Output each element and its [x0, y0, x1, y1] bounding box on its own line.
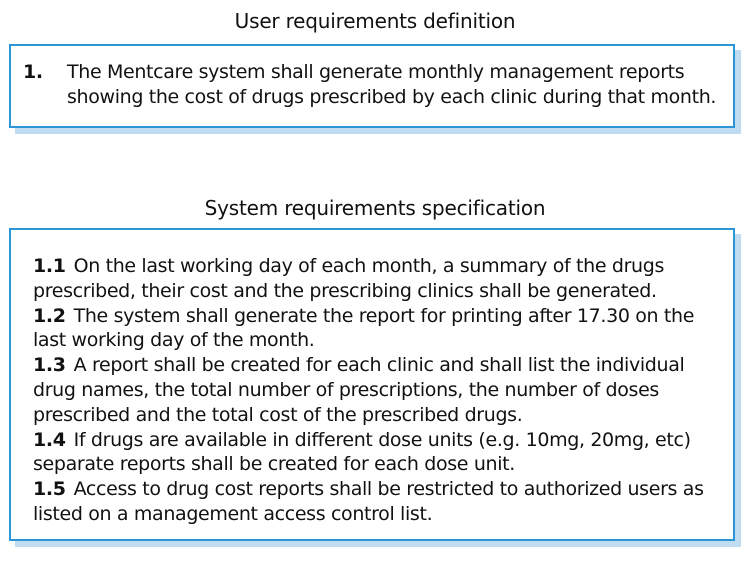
user-requirement	[23, 60, 723, 110]
system-requirement-1-2	[33, 304, 723, 354]
system-requirement-1-3	[33, 353, 723, 427]
requirement-number: 1.3	[33, 354, 66, 377]
user-requirements-heading: User requirements definition	[234, 9, 516, 33]
system-requirement-1-4	[33, 428, 723, 478]
user-requirement-text: The Mentcare system shall generate monthly management reports showing the cost of drugs prescribed by each clinic during that month.	[67, 61, 717, 108]
requirement-number: 1.4	[33, 428, 66, 451]
user-requirement-number: 1.	[23, 61, 43, 83]
requirement-text: If drugs are available in different dose units (e.g. 10mg, 20mg, etc) separate reports shall be created for each dose unit.	[33, 428, 691, 476]
requirement-number: 1.5	[33, 478, 66, 501]
system-requirements-heading: System requirements specification	[204, 196, 546, 220]
requirement-text: On the last working day of each month, a summary of the drugs prescribed, their cost and the prescribing clinics shall be generated.	[33, 255, 664, 302]
requirement-text: A report shall be created for each clinic and shall list the individual drug names, the total number of prescriptions, the number of doses prescribed and the total cost of the prescribed drugs.	[33, 354, 685, 426]
system-requirement-1-1	[33, 254, 723, 304]
requirement-text: The system shall generate the report for printing after 17.30 on the last working day of the month.	[33, 304, 695, 352]
system-requirement-1-5	[33, 477, 723, 527]
requirement-number: 1.1	[33, 255, 66, 277]
system-requirements-box	[9, 228, 735, 541]
system-requirements-list	[33, 254, 723, 527]
requirement-text: Access to drug cost reports shall be restricted to authorized users as listed on a management access control list.	[33, 478, 704, 525]
requirement-number: 1.2	[33, 304, 66, 327]
user-requirements-box	[9, 44, 735, 128]
